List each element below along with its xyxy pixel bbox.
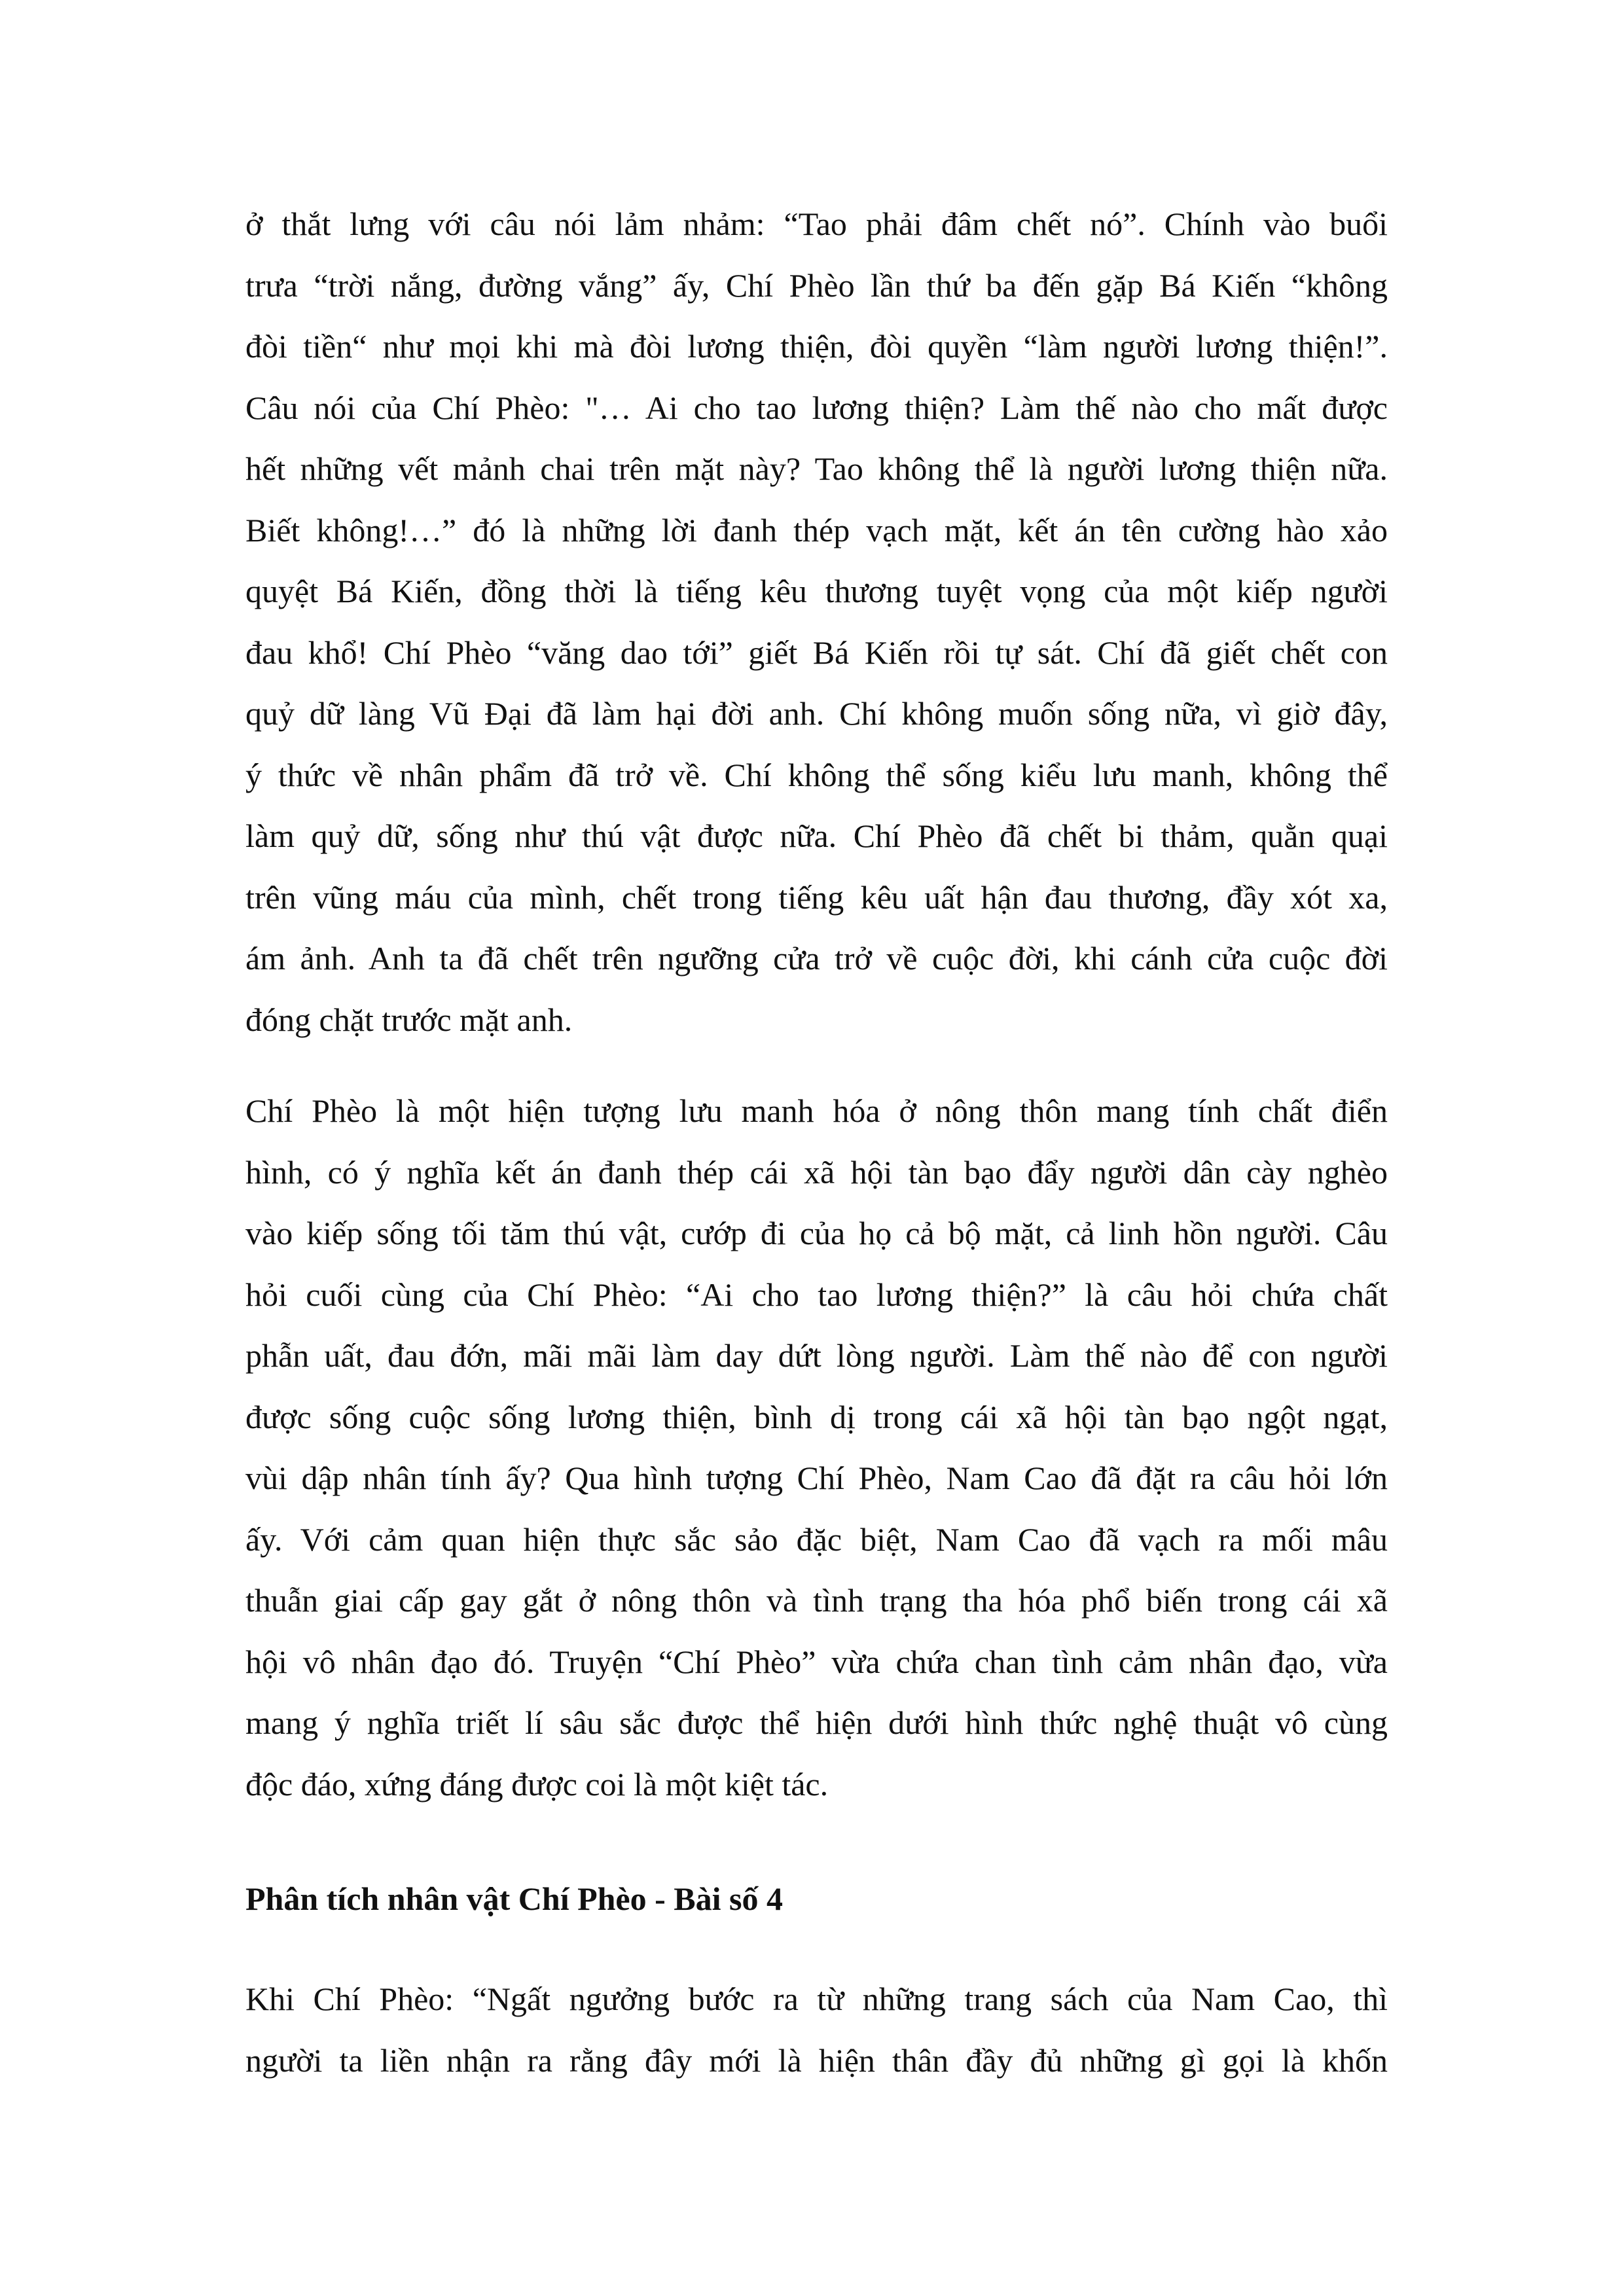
paragraph-line: được sống cuộc sống lương thiện, bình dị trong cái xã hội tàn bạo ngột ngạt,	[245, 1398, 1388, 1435]
paragraph-3	[245, 1969, 1388, 2091]
paragraph-line: độc đáo, xứng đáng được coi là một kiệt tác.	[245, 1765, 829, 1803]
paragraph-line: ấy. Với cảm quan hiện thực sắc sảo đặc biệt, Nam Cao đã vạch ra mối mâu	[245, 1520, 1388, 1558]
paragraph-line: quỷ dữ làng Vũ Đại đã làm hại đời anh. Chí không muốn sống nữa, vì giờ đây,	[245, 695, 1388, 732]
paragraph-line: Chí Phèo là một hiện tượng lưu manh hóa ở nông thôn mang tính chất điển	[245, 1092, 1388, 1129]
section-heading: Phân tích nhân vật Chí Phèo - Bài số 4	[245, 1880, 783, 1917]
paragraph-line: hình, có ý nghĩa kết án đanh thép cái xã hội tàn bạo đẩy người dân cày nghèo	[245, 1153, 1388, 1191]
paragraph-line: thuẫn giai cấp gay gắt ở nông thôn và tình trạng tha hóa phổ biến trong cái xã	[245, 1582, 1388, 1619]
paragraph-line: đòi tiền“ như mọi khi mà đòi lương thiện, đòi quyền “làm người lương thiện!”.	[245, 328, 1388, 365]
paragraph-line: Khi Chí Phèo: “Ngất ngưởng bước ra từ những trang sách của Nam Cao, thì	[245, 1981, 1388, 2017]
paragraph-line: ám ảnh. Anh ta đã chết trên ngưỡng cửa trở về cuộc đời, khi cánh cửa cuộc đời	[245, 940, 1388, 977]
paragraph-line: người ta liền nhận ra rằng đây mới là hiện thân đầy đủ những gì gọi là khốn	[245, 2041, 1388, 2079]
paragraph-line: hết những vết mảnh chai trên mặt này? Tao không thể là người lương thiện nữa.	[245, 450, 1388, 487]
paragraph-2	[245, 1081, 1388, 1815]
paragraph-line: làm quỷ dữ, sống như thú vật được nữa. Chí Phèo đã chết bi thảm, quằn quại	[245, 817, 1388, 854]
paragraph-line: quyệt Bá Kiến, đồng thời là tiếng kêu thương tuyệt vọng của một kiếp người	[245, 573, 1388, 609]
paragraph-line: hội vô nhân đạo đó. Truyện “Chí Phèo” vừa chứa chan tình cảm nhân đạo, vừa	[245, 1643, 1388, 1680]
paragraph-line: Biết không!…” đó là những lời đanh thép vạch mặt, kết án tên cường hào xảo	[245, 511, 1388, 548]
paragraph-1	[245, 194, 1388, 1050]
paragraph-line: hỏi cuối cùng của Chí Phèo: “Ai cho tao lương thiện?” là câu hỏi chứa chất	[245, 1276, 1388, 1313]
paragraph-line: trưa “trời nắng, đường vắng” ấy, Chí Phèo lần thứ ba đến gặp Bá Kiến “không	[245, 266, 1388, 304]
paragraph-line: phẫn uất, đau đớn, mãi mãi làm day dứt lòng người. Làm thế nào để con người	[245, 1337, 1388, 1374]
paragraph-line: đóng chặt trước mặt anh.	[245, 1001, 573, 1038]
paragraph-line: vào kiếp sống tối tăm thú vật, cướp đi của họ cả bộ mặt, cả linh hồn người. Câu	[245, 1215, 1388, 1251]
paragraph-line: đau khổ! Chí Phèo “văng dao tới” giết Bá Kiến rồi tự sát. Chí đã giết chết con	[245, 634, 1388, 671]
paragraph-line: vùi dập nhân tính ấy? Qua hình tượng Chí Phèo, Nam Cao đã đặt ra câu hỏi lớn	[245, 1460, 1388, 1496]
paragraph-line: ý thức về nhân phẩm đã trở về. Chí không thể sống kiểu lưu manh, không thể	[245, 756, 1388, 793]
paragraph-line: mang ý nghĩa triết lí sâu sắc được thể hiện dưới hình thức nghệ thuật vô cùng	[245, 1704, 1388, 1741]
paragraph-line: ở thắt lưng với câu nói lảm nhảm: “Tao phải đâm chết nó”. Chính vào buổi	[245, 206, 1388, 242]
paragraph-line: trên vũng máu của mình, chết trong tiếng kêu uất hận đau thương, đầy xót xa,	[245, 878, 1388, 916]
paragraph-line: Câu nói của Chí Phèo: "… Ai cho tao lương thiện? Làm thế nào cho mất được	[245, 389, 1388, 426]
